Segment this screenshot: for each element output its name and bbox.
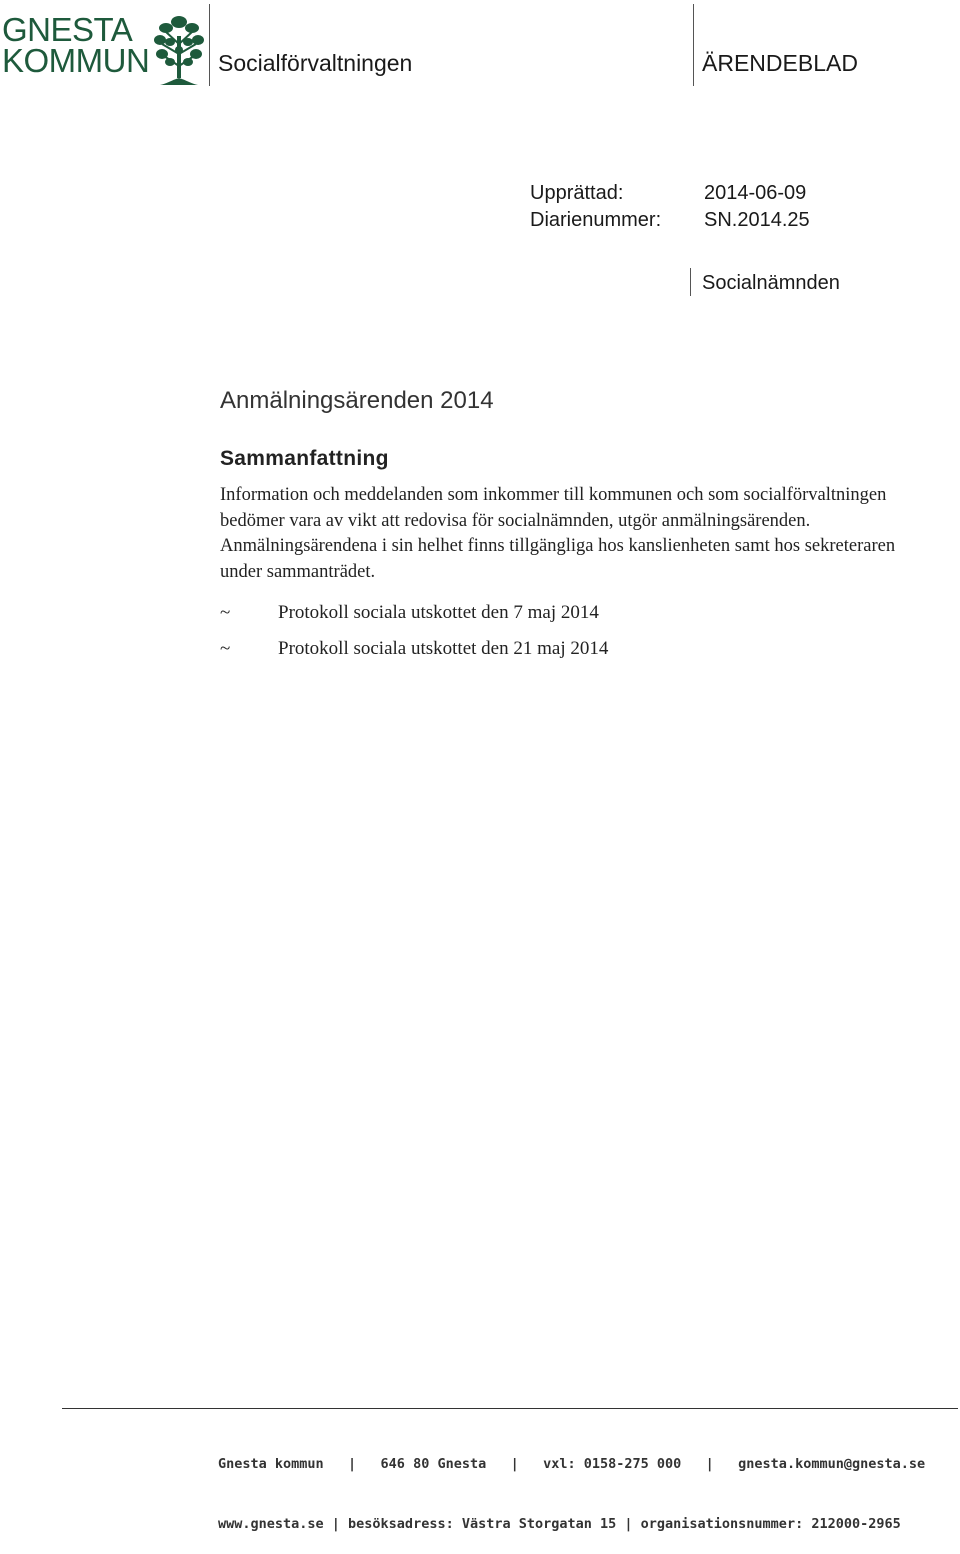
meta-diary-row: [530, 207, 810, 234]
tree-icon: [152, 14, 206, 86]
document-type: ÄRENDEBLAD: [702, 50, 858, 76]
municipality-logo: [2, 11, 206, 86]
department-name: Socialförvaltningen: [218, 50, 413, 76]
diary-value: SN.2014.25: [704, 209, 810, 231]
document-meta: [530, 180, 810, 234]
logo-line-2: KOMMUN: [2, 42, 150, 79]
footer-line-1: Gnesta kommun | 646 80 Gnesta | vxl: 0158-275 000 | gnesta.kommun@gnesta.se: [218, 1456, 926, 1472]
list-item-text: Protokoll sociala utskottet den 7 maj 2014: [278, 602, 599, 623]
header-divider-right: [693, 4, 694, 86]
meta-created-row: [530, 180, 810, 207]
list-item-text: Protokoll sociala utskottet den 21 maj 2014: [278, 638, 609, 659]
created-label: Upprättad:: [530, 182, 624, 204]
recipient: Socialnämnden: [702, 272, 840, 294]
logo-wordmark: [2, 11, 150, 79]
attachment-list: [220, 595, 608, 667]
recipient-divider: [690, 268, 691, 296]
footer: [218, 1414, 925, 1554]
header-divider-left: [209, 4, 210, 86]
summary-paragraph: Information och meddelanden som inkommer till kommunen och som socialförvaltningen bedömer vara av vikt att redovisa för socialnämnden, utgör anmälningsärenden. Anmälningsärendena i sin helhet finns tillgängliga hos kanslienheten samt hos sekreteraren under sammanträdet.: [220, 485, 896, 582]
list-bullet: ~: [220, 602, 231, 623]
diary-label: Diarienummer:: [530, 209, 662, 231]
created-value: 2014-06-09: [704, 182, 807, 204]
footer-line-2: www.gnesta.se | besöksadress: Västra Storgatan 15 | organisationsnummer: 212000-2965: [218, 1516, 901, 1532]
logo-line-1: GNESTA: [2, 11, 133, 48]
footer-divider: [62, 1408, 958, 1409]
document-title: Anmälningsärenden 2014: [220, 387, 494, 414]
list-item: [220, 631, 608, 667]
list-item: [220, 595, 608, 631]
section-heading: Sammanfattning: [220, 447, 389, 470]
list-bullet: ~: [220, 638, 231, 659]
